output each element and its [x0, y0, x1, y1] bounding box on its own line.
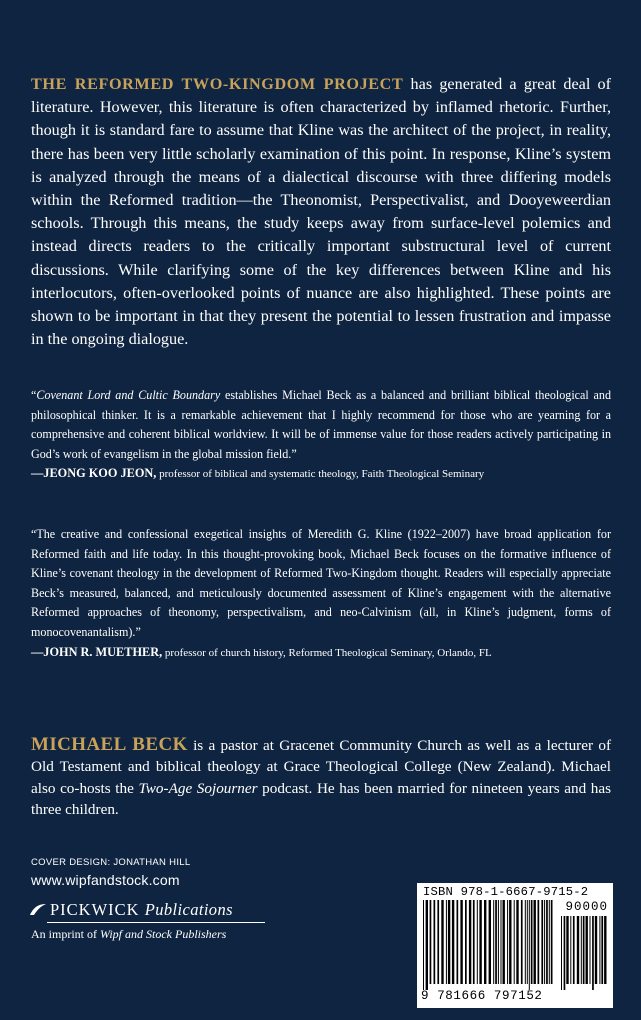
- endorsement-2-attribution: [31, 643, 611, 662]
- barcode-bar: [484, 900, 486, 984]
- barcode-bar: [501, 900, 502, 984]
- barcode-bar: [546, 900, 548, 984]
- barcode-bar: [426, 900, 428, 990]
- barcode-bar: [586, 916, 588, 984]
- endorsement-1-affiliation: professor of biblical and systematic theology, Faith Theological Seminary: [156, 468, 485, 481]
- barcode-bar: [495, 900, 497, 984]
- barcode-bar: [465, 900, 467, 984]
- endorsement-1-attribution: [31, 464, 611, 483]
- endorsement-1-text: establishes Michael Beck as a balanced and brilliant biblical theological and philosophical thinker. It is a remarkable achievement that I highly recommend for those who are yearning for a comprehensive and coherent biblical worldview. It will be of immense value for those readers actively participating in God’s work of evangelism in the global mission field.”: [31, 388, 611, 461]
- ean-barcode-bars: [422, 900, 556, 990]
- barcode-bar: [592, 916, 594, 990]
- barcode-bar: [599, 916, 600, 984]
- barcode-bar: [452, 900, 454, 984]
- isbn-barcode: [417, 883, 613, 1008]
- barcode-bar: [566, 916, 568, 984]
- barcode-bar: [434, 900, 436, 984]
- barcode-bar: [507, 900, 508, 984]
- publisher-logo: [29, 900, 269, 942]
- barcode-bar: [529, 900, 530, 990]
- publisher-name-main: PICKWICK: [50, 900, 140, 919]
- barcode-bar: [477, 900, 478, 984]
- barcode-bar: [473, 900, 475, 984]
- isbn-label: ISBN 978-1-6667-9715-2: [423, 885, 589, 899]
- barcode-bar: [570, 916, 571, 984]
- barcode-bar: [595, 916, 597, 984]
- author-name: MICHAEL BECK: [31, 734, 188, 755]
- barcode-bar: [493, 900, 494, 984]
- imprint-prefix: An imprint of: [31, 927, 100, 941]
- barcode-bar: [541, 900, 543, 984]
- price-addon-bars: [560, 916, 608, 990]
- barcode-bar: [544, 900, 545, 984]
- barcode-bar: [503, 900, 505, 984]
- barcode-bar: [509, 900, 511, 984]
- price-code: 90000: [565, 900, 608, 914]
- barcode-bar: [489, 900, 491, 984]
- description-body: has generated a great deal of literature. However, this literature is often characterized by inflamed rhetoric. Further, though it is standard fare to assume that Kline was the architect of the project, in reality, there has been very little scholarly examination of this point. In response, Kline’s system is analyzed through the means of a dialectical discourse with three differing models within the Reformed tradition—the Theonomist, Perspectivalist, and Dooyeweerdian schools. Through this means, the study keeps away from surface-level polemics and instead directs readers to the critically important substructural level of current discussions. While clarifying some of the key differences between Kline and his interlocutors, often-overlooked points of nuance are also highlighted. These points are shown to be important in that they present the potential to lessen frustration and impasse in the ongoing dialogue.: [31, 75, 612, 349]
- publisher-divider: [47, 922, 265, 923]
- barcode-bar: [516, 900, 518, 984]
- publisher-website: www.wipfandstock.com: [31, 872, 180, 888]
- barcode-bar: [549, 900, 550, 984]
- barcode-bar: [534, 900, 536, 984]
- barcode-bar: [441, 900, 443, 984]
- bio-text-before: is a pastor at Gracenet Community Church as well as a lecturer of Old Testament and biblical theology at Grace Theological College (New Zealand). Michael also co-hosts the: [31, 737, 611, 797]
- barcode-bar: [514, 900, 515, 984]
- publisher-name-publications: Publications: [144, 900, 233, 919]
- barcode-bar: [479, 900, 481, 984]
- barcode-bar: [604, 916, 606, 984]
- barcode-bar: [527, 900, 528, 984]
- endorsement-1: [31, 386, 611, 483]
- barcode-bar: [423, 900, 424, 990]
- endorsement-2: [31, 525, 611, 662]
- barcode-bar: [573, 916, 575, 984]
- endorsement-1-open-quote: “: [31, 388, 37, 402]
- barcode-bar: [437, 900, 439, 984]
- publisher-name: [50, 900, 233, 920]
- bio-text-after: podcast. He has been married for nineteen years and has three children.: [31, 779, 612, 819]
- barcode-bar: [538, 900, 540, 984]
- barcode-bar: [446, 900, 447, 984]
- barcode-bar: [448, 900, 450, 984]
- cover-design-credit: COVER DESIGN: JONATHAN HILL: [31, 857, 191, 868]
- barcode-bar: [601, 916, 603, 984]
- isbn-digits: 9 781666 797152: [421, 989, 543, 1003]
- podcast-title: Two-Age Sojourner: [138, 779, 258, 797]
- barcode-bar: [581, 916, 582, 984]
- barcode-bar: [460, 900, 462, 984]
- imprint-line: [31, 927, 269, 942]
- description-lead: THE REFORMED TWO-KINGDOM PROJECT: [31, 75, 404, 93]
- endorsement-2-name: —JOHN R. MUETHER,: [31, 644, 163, 659]
- barcode-bar: [590, 916, 591, 984]
- barcode-bar: [564, 916, 566, 990]
- barcode-bar: [525, 900, 526, 984]
- barcode-bar: [498, 900, 499, 984]
- barcode-bar: [521, 900, 523, 984]
- imprint-name: Wipf and Stock Publishers: [100, 927, 227, 941]
- barcode-bar: [469, 900, 471, 984]
- barcode-bar: [551, 900, 553, 984]
- endorsement-1-quote: [31, 386, 611, 464]
- barcode-bar: [577, 916, 579, 984]
- barcode-bar: [457, 900, 459, 984]
- barcode-bar: [430, 900, 432, 984]
- endorsement-2-quote: “The creative and confessional exegetical insights of Meredith G. Kline (1922–2007) have broad application for Reformed faith and life today. In this thought-provoking book, Michael Beck focuses on the formative influence of Kline’s covenant theology in the development of Reformed Two-Kingdom thought. Readers will especially appreciate Beck’s measured, balanced, and meticulously documented assessment of Kline’s engagement with the alternative Reformed approaches of theonomy, perspectivalism, and neo-Calvinism (all, in Kline’s judgment, forms of monocovenantalism).”: [31, 527, 611, 639]
- quill-icon: [29, 903, 47, 917]
- endorsement-1-name: —JEONG KOO JEON,: [31, 466, 157, 481]
- book-description: [31, 73, 611, 351]
- barcode-bar: [531, 900, 533, 984]
- barcode-bar: [561, 916, 562, 990]
- endorsement-1-book-title: Covenant Lord and Cultic Boundary: [36, 388, 221, 402]
- barcode-bar: [583, 916, 585, 984]
- endorsement-2-affiliation: professor of church history, Reformed Theological Seminary, Orlando, FL: [162, 646, 492, 659]
- author-bio: [31, 734, 611, 821]
